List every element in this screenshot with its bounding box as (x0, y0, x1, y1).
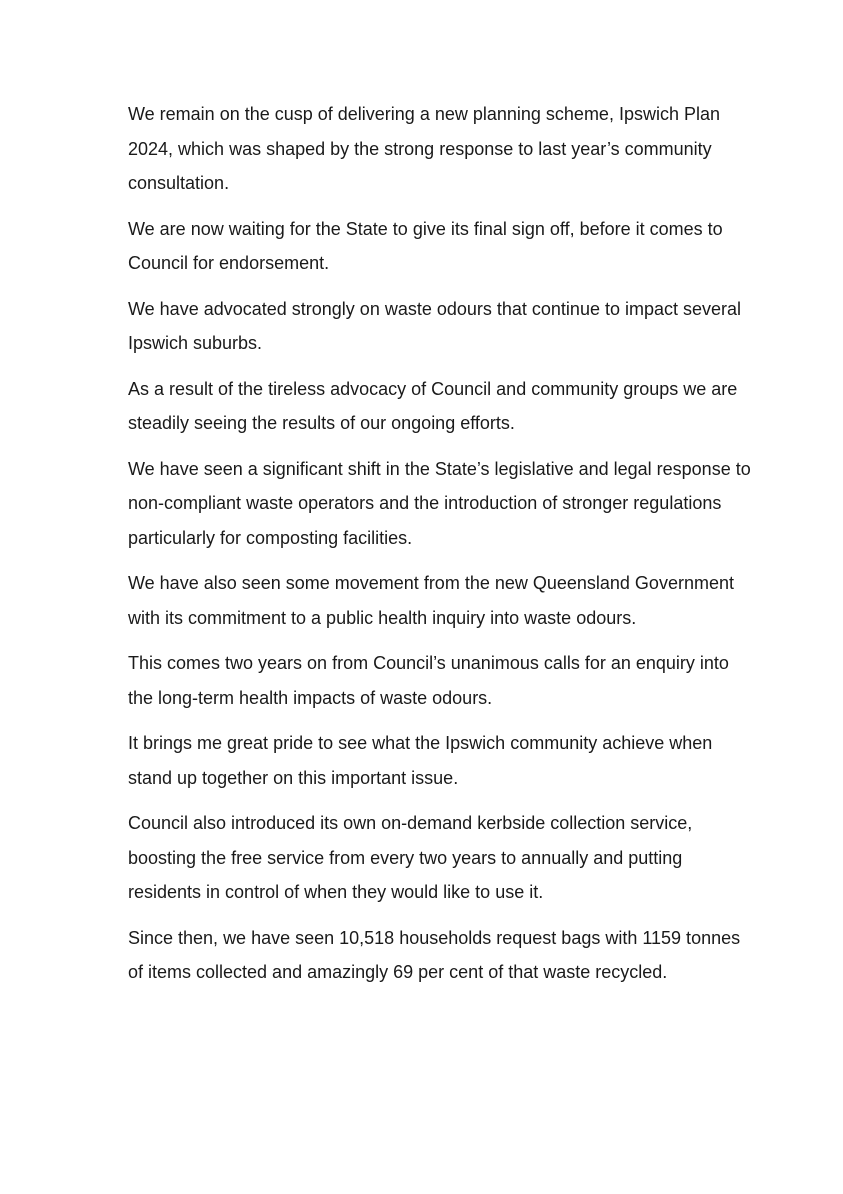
paragraph-kerbside-collection: Council also introduced its own on-demand kerbside collection service, boosting the free service from every two years to annually and putting residents in control of when they would like to use it. (128, 813, 693, 902)
paragraph-collection-stats: Since then, we have seen 10,518 households request bags with 1159 tonnes of items collected and amazingly 69 per cent of that waste recycled. (128, 927, 741, 982)
paragraph-council-calls: This comes two years on from Council’s unanimous calls for an enquiry into the long-term health impacts of waste odours. (128, 653, 729, 708)
paragraph-planning-scheme: We remain on the cusp of delivering a new planning scheme, Ipswich Plan 2024, which was shaped by the strong response to last year’s community consultation. (128, 104, 720, 193)
document-body (128, 97, 753, 1001)
paragraph-waste-odours-advocacy: We have advocated strongly on waste odours that continue to impact several Ipswich suburbs. (128, 298, 742, 353)
paragraph-advocacy-results: As a result of the tireless advocacy of Council and community groups we are steadily seeing the results of our ongoing efforts. (128, 378, 738, 433)
paragraph-community-pride: It brings me great pride to see what the Ipswich community achieve when stand up together on this important issue. (128, 733, 713, 788)
paragraph-legislative-shift: We have seen a significant shift in the State’s legislative and legal response to non-compliant waste operators and the introduction of stronger regulations particularly for composting facilities. (128, 458, 751, 548)
paragraph-health-inquiry: We have also seen some movement from the new Queensland Government with its commitment to a public health inquiry into waste odours. (128, 573, 734, 628)
paragraph-state-sign-off: We are now waiting for the State to give its final sign off, before it comes to Council for endorsement. (128, 218, 723, 273)
